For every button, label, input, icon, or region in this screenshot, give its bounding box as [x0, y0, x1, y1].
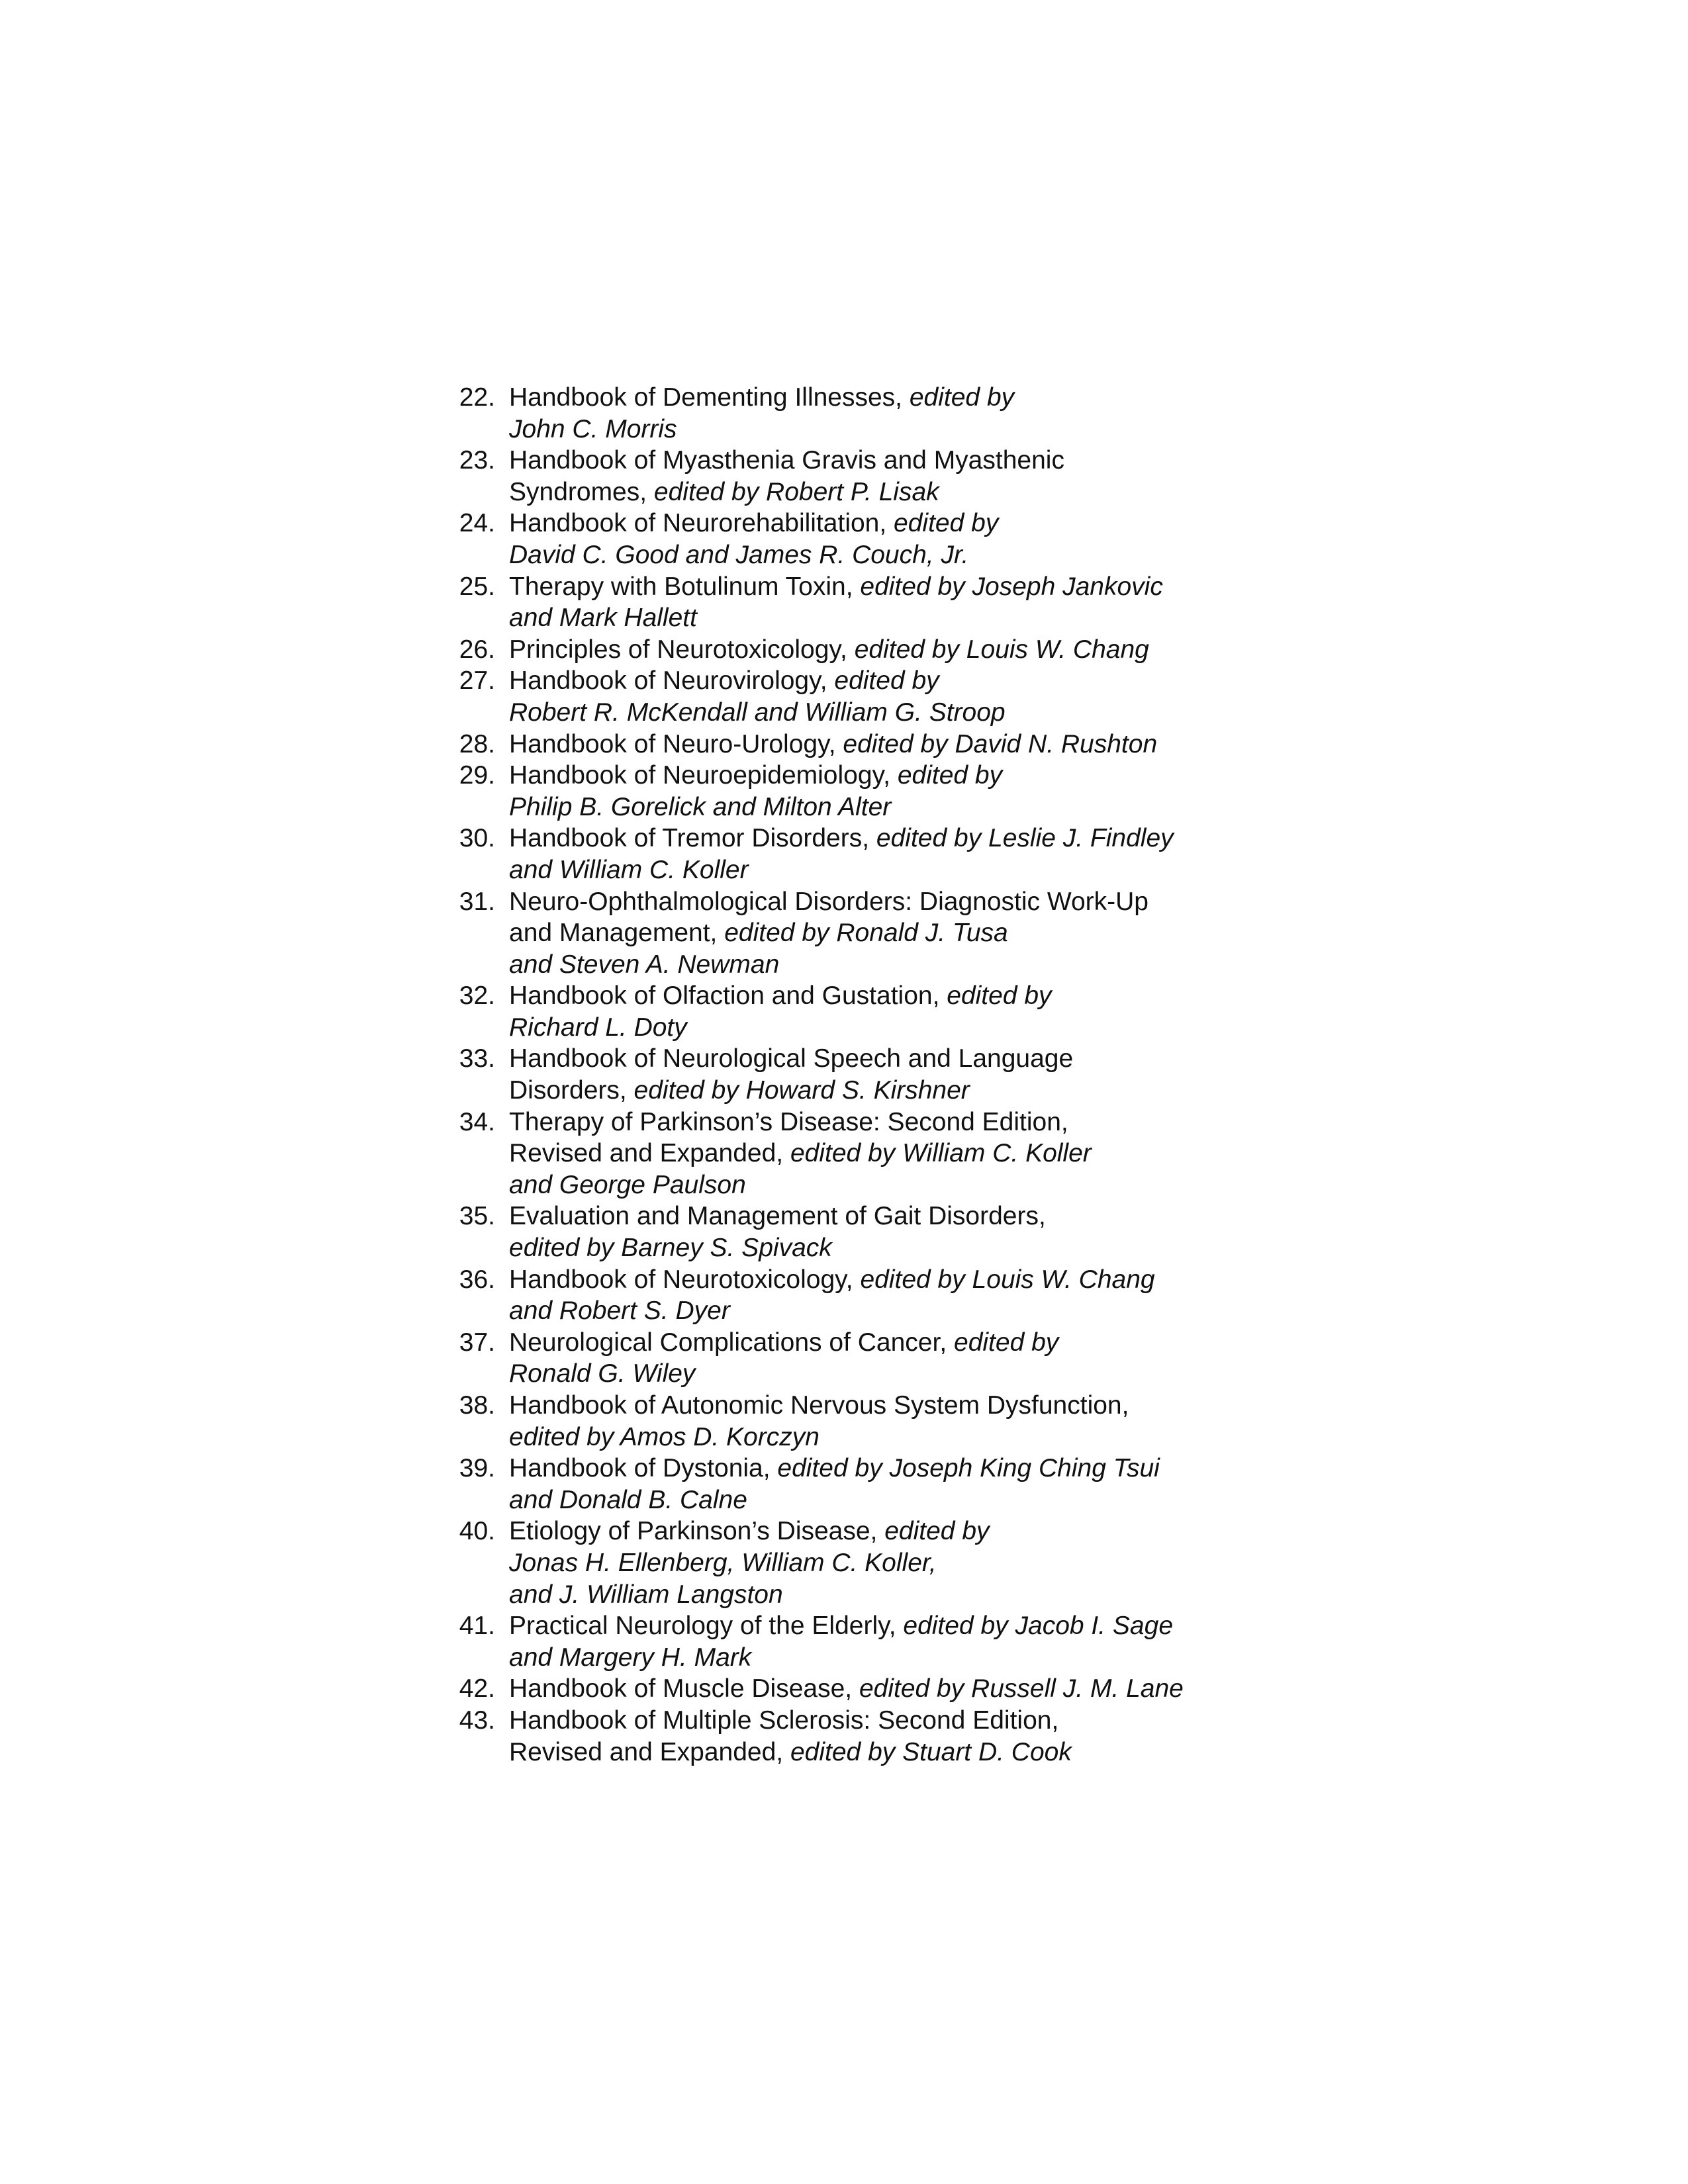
entry-editor-text: edited by Amos D. Korczyn — [509, 1422, 820, 1451]
entry-line — [509, 1547, 1271, 1579]
entry-editor-text: edited by — [954, 1328, 1059, 1357]
series-entry — [437, 1264, 1271, 1327]
series-entry — [437, 1327, 1271, 1390]
entry-line — [509, 445, 1271, 477]
entry-number: 41. — [459, 1612, 495, 1641]
entry-text — [509, 886, 1271, 981]
entry-text — [509, 1043, 1271, 1106]
entry-editor-text: edited by Ronald J. Tusa — [724, 919, 1008, 948]
entry-line — [509, 949, 1271, 981]
entry-title-text: Handbook of Neurotoxicology, — [509, 1265, 861, 1294]
entry-line — [509, 508, 1271, 539]
entry-editor-text: edited by William C. Koller — [790, 1139, 1092, 1168]
entry-number: 32. — [459, 981, 495, 1011]
entry-line — [509, 1422, 1271, 1453]
entry-title-text: Handbook of Myasthenia Gravis and Myasthenic — [509, 446, 1064, 475]
entry-line — [509, 854, 1271, 886]
entry-line — [509, 1138, 1271, 1169]
entry-text — [509, 1107, 1271, 1201]
entry-line — [509, 539, 1271, 571]
entry-title-text: Handbook of Dementing Illnesses, — [509, 383, 910, 412]
entry-text — [509, 508, 1271, 570]
entry-editor-text: edited by Joseph King Ching Tsui — [777, 1454, 1160, 1483]
entry-editor-text: edited by David N. Rushton — [843, 729, 1158, 758]
entry-title-text: Handbook of Muscle Disease, — [509, 1674, 859, 1704]
entry-text — [509, 634, 1271, 666]
entry-line — [509, 1075, 1271, 1107]
entry-editor-text: edited by — [834, 666, 939, 696]
entry-title-text: Handbook of Tremor Disorders, — [509, 824, 876, 853]
entry-title-text: Practical Neurology of the Elderly, — [509, 1612, 904, 1641]
entry-title-text: Revised and Expanded, — [509, 1737, 790, 1766]
entry-number: 42. — [459, 1674, 495, 1704]
entry-line — [509, 1295, 1271, 1327]
entry-title-text: Handbook of Neurovirology, — [509, 666, 835, 696]
entry-line — [509, 1673, 1271, 1705]
series-entry — [437, 571, 1271, 634]
entry-line — [509, 1107, 1271, 1138]
entry-title-text: Neuro-Ophthalmological Disorders: Diagnostic Work-Up — [509, 887, 1149, 916]
entry-line — [509, 886, 1271, 918]
entry-number: 27. — [459, 666, 495, 696]
entry-number: 34. — [459, 1107, 495, 1136]
entry-text — [509, 1673, 1271, 1705]
entry-text — [509, 1264, 1271, 1327]
entry-number: 25. — [459, 572, 495, 601]
entry-line — [509, 1484, 1271, 1516]
entry-line — [509, 760, 1271, 792]
entry-text — [509, 571, 1271, 634]
series-entry — [437, 980, 1271, 1043]
entry-text — [509, 823, 1271, 886]
entry-editor-text: edited by Russell J. M. Lane — [859, 1674, 1184, 1704]
entry-line — [509, 634, 1271, 666]
entry-line — [509, 1264, 1271, 1296]
entry-editor-text: edited by — [884, 1517, 990, 1546]
entry-line — [509, 571, 1271, 603]
entry-title-text: Neurological Complications of Cancer, — [509, 1328, 954, 1357]
entry-line — [509, 980, 1271, 1012]
entry-editor-text: edited by Louis W. Chang — [860, 1265, 1155, 1294]
series-entry — [437, 1201, 1271, 1263]
entry-number: 29. — [459, 761, 495, 790]
entry-number: 35. — [459, 1202, 495, 1231]
entry-line — [509, 1358, 1271, 1390]
series-entry — [437, 1107, 1271, 1201]
entry-line — [509, 665, 1271, 697]
entry-number: 22. — [459, 383, 495, 412]
series-entry — [437, 634, 1271, 666]
entry-editor-text: and J. William Langston — [509, 1580, 783, 1609]
entry-editor-text: David C. Good and James R. Couch, Jr. — [509, 540, 969, 569]
entry-number: 26. — [459, 635, 495, 664]
entry-editor-text: edited by Joseph Jankovic — [860, 572, 1163, 601]
entry-editor-text: and George Paulson — [509, 1170, 746, 1199]
entry-line — [509, 414, 1271, 445]
entry-number: 24. — [459, 509, 495, 538]
entry-editor-text: edited by Barney S. Spivack — [509, 1234, 832, 1263]
entry-editor-text: John C. Morris — [509, 414, 677, 443]
entry-line — [509, 1453, 1271, 1484]
entry-line — [509, 1327, 1271, 1359]
entry-number: 31. — [459, 887, 495, 916]
entry-number: 33. — [459, 1044, 495, 1073]
series-entry — [437, 665, 1271, 728]
entry-line — [509, 1012, 1271, 1044]
entry-title-text: Revised and Expanded, — [509, 1139, 790, 1168]
entry-line — [509, 1705, 1271, 1737]
series-entry — [437, 1610, 1271, 1673]
entry-text — [509, 760, 1271, 823]
entry-editor-text: and Robert S. Dyer — [509, 1297, 730, 1326]
entry-text — [509, 1516, 1271, 1610]
entry-title-text: and Management, — [509, 919, 725, 948]
series-entry — [437, 823, 1271, 886]
entry-text — [509, 1453, 1271, 1516]
entry-line — [509, 1610, 1271, 1642]
series-entry — [437, 1673, 1271, 1705]
entry-line — [509, 1232, 1271, 1264]
entry-line — [509, 1043, 1271, 1075]
series-entry — [437, 1390, 1271, 1453]
series-entry — [437, 760, 1271, 823]
entry-text — [509, 729, 1271, 760]
entry-editor-text: and Margery H. Mark — [509, 1643, 752, 1672]
entry-title-text: Disorders, — [509, 1076, 634, 1105]
entry-editor-text: and William C. Koller — [509, 855, 749, 884]
entry-editor-text: edited by Howard S. Kirshner — [633, 1076, 970, 1105]
entry-line — [509, 1642, 1271, 1674]
entry-title-text: Handbook of Dystonia, — [509, 1454, 778, 1483]
entry-title-text: Handbook of Neurological Speech and Language — [509, 1044, 1074, 1073]
entry-title-text: Principles of Neurotoxicology, — [509, 635, 855, 664]
entry-number: 37. — [459, 1328, 495, 1357]
entry-line — [509, 729, 1271, 760]
entry-line — [509, 1201, 1271, 1232]
entry-line — [509, 1516, 1271, 1547]
entry-number: 43. — [459, 1706, 495, 1735]
entry-editor-text: edited by — [897, 761, 1003, 790]
entry-text — [509, 1705, 1271, 1768]
entry-line — [509, 602, 1271, 634]
entry-title-text: Handbook of Multiple Sclerosis: Second Edition, — [509, 1706, 1059, 1735]
entry-title-text: Handbook of Autonomic Nervous System Dysfunction, — [509, 1391, 1129, 1420]
entry-title-text: Etiology of Parkinson’s Disease, — [509, 1517, 885, 1546]
entry-title-text: Syndromes, — [509, 477, 654, 506]
entry-editor-text: edited by — [894, 509, 999, 538]
entry-number: 39. — [459, 1454, 495, 1483]
entry-line — [509, 823, 1271, 854]
entry-text — [509, 1610, 1271, 1673]
entry-title-text: Therapy with Botulinum Toxin, — [509, 572, 861, 601]
entry-line — [509, 477, 1271, 508]
entry-line — [509, 1390, 1271, 1422]
entry-line — [509, 1737, 1271, 1768]
entry-title-text: Handbook of Olfaction and Gustation, — [509, 981, 947, 1011]
entry-editor-text: and Mark Hallett — [509, 604, 697, 633]
entry-line — [509, 1169, 1271, 1201]
entry-line — [509, 697, 1271, 729]
series-entry — [437, 886, 1271, 981]
entry-line — [509, 917, 1271, 949]
series-entry — [437, 445, 1271, 508]
entry-line — [509, 792, 1271, 823]
entry-editor-text: Richard L. Doty — [509, 1013, 687, 1042]
series-entry — [437, 382, 1271, 445]
entry-editor-text: edited by Robert P. Lisak — [653, 477, 939, 506]
entry-number: 40. — [459, 1517, 495, 1546]
entry-text — [509, 382, 1271, 445]
entry-text — [509, 445, 1271, 508]
entry-text — [509, 1327, 1271, 1390]
entry-title-text: Therapy of Parkinson’s Disease: Second Edition, — [509, 1107, 1068, 1136]
entry-title-text: Handbook of Neuro-Urology, — [509, 729, 843, 758]
entry-editor-text: edited by — [947, 981, 1052, 1011]
series-entry — [437, 508, 1271, 570]
entry-title-text: Handbook of Neurorehabilitation, — [509, 509, 894, 538]
entry-editor-text: Philip B. Gorelick and Milton Alter — [509, 792, 892, 821]
entry-number: 28. — [459, 729, 495, 758]
entry-editor-text: and Donald B. Calne — [509, 1485, 747, 1514]
entry-number: 30. — [459, 824, 495, 853]
entry-title-text: Evaluation and Management of Gait Disorders, — [509, 1202, 1046, 1231]
entry-number: 38. — [459, 1391, 495, 1420]
entry-editor-text: Robert R. McKendall and William G. Stroop — [509, 698, 1006, 727]
entry-editor-text: and Steven A. Newman — [509, 950, 780, 979]
entry-editor-text: edited by Louis W. Chang — [854, 635, 1149, 664]
series-entry — [437, 1043, 1271, 1106]
entry-editor-text: edited by Leslie J. Findley — [876, 824, 1174, 853]
entry-text — [509, 1390, 1271, 1453]
entry-editor-text: Jonas H. Ellenberg, William C. Koller, — [509, 1548, 937, 1577]
series-entry — [437, 1516, 1271, 1610]
entry-editor-text: edited by — [909, 383, 1015, 412]
entry-editor-text: edited by Stuart D. Cook — [790, 1737, 1072, 1766]
entry-number: 23. — [459, 446, 495, 475]
book-series-list — [437, 382, 1271, 1768]
entry-editor-text: Ronald G. Wiley — [509, 1359, 696, 1388]
entry-line — [509, 382, 1271, 414]
series-entry — [437, 729, 1271, 760]
series-entry — [437, 1705, 1271, 1768]
series-entry — [437, 1453, 1271, 1516]
entry-text — [509, 1201, 1271, 1263]
entry-number: 36. — [459, 1265, 495, 1294]
entry-text — [509, 665, 1271, 728]
entry-title-text: Handbook of Neuroepidemiology, — [509, 761, 898, 790]
entry-line — [509, 1579, 1271, 1611]
entry-editor-text: edited by Jacob I. Sage — [903, 1612, 1174, 1641]
entry-text — [509, 980, 1271, 1043]
